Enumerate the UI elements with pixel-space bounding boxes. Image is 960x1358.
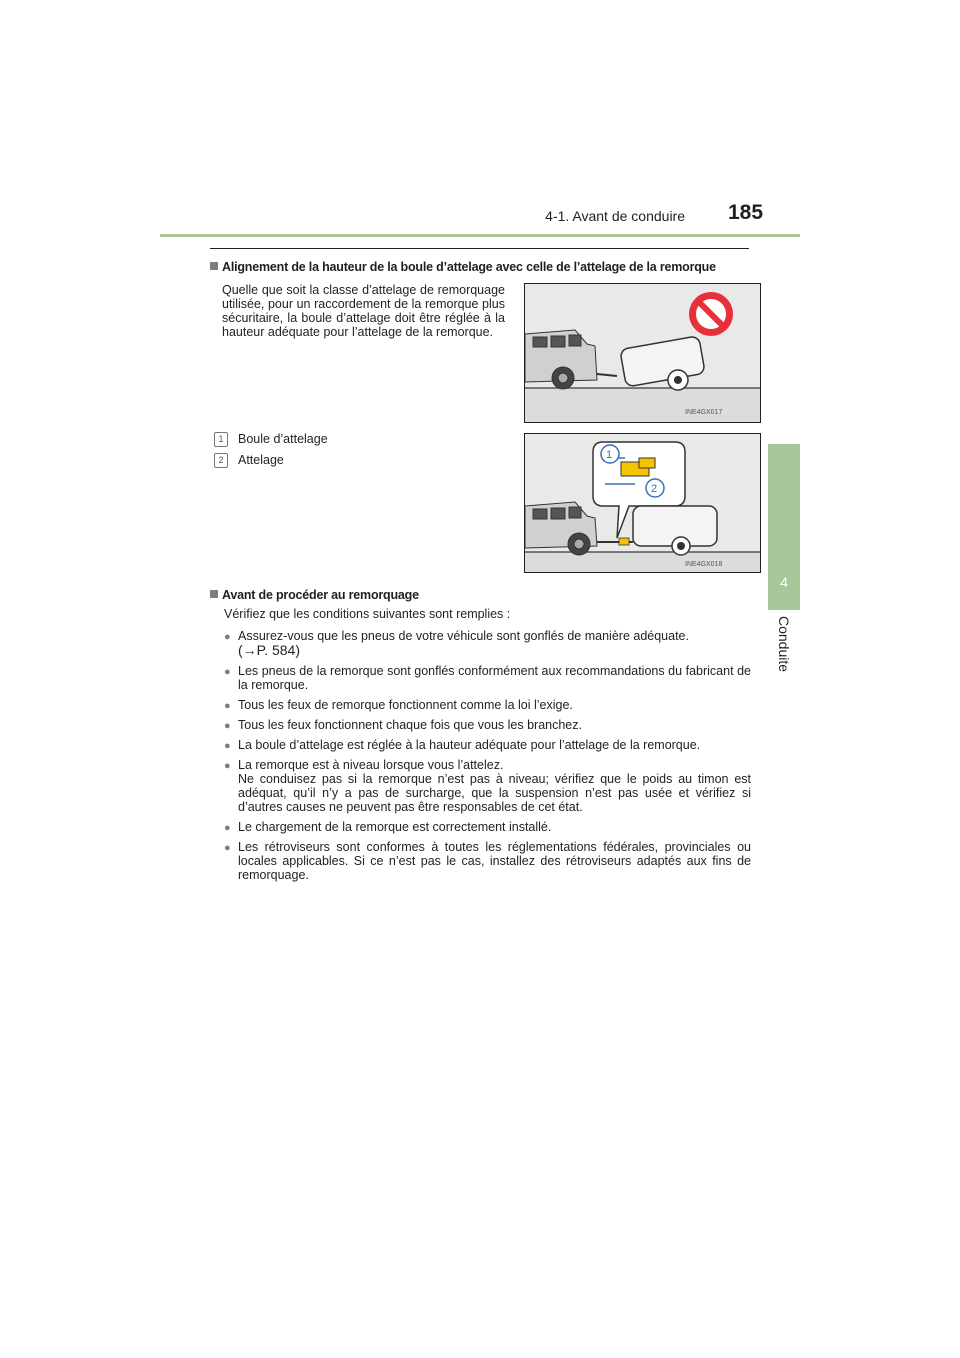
legend-label: Boule d’attelage [238, 432, 328, 446]
legend-item-coupler [214, 453, 284, 468]
list-item: ● La remorque est à niveau lorsque vous l’attelez. Ne conduisez pas si la remorque n’est pas à niveau; vérifiez que le poids au timon est adéquat, qu’il n’y a pas de surcharge, que la suspension n’est pas usée et vérifiez si d’autres causes ne peuvent pas être responsables de cet état. [224, 758, 751, 814]
callout-1-label: 1 [606, 449, 613, 461]
prohibition-icon [689, 292, 733, 336]
circle-bullet-icon: ● [224, 842, 231, 854]
hitch-alignment-paragraph: Quelle que soit la classe d’attelage de remorquage utilisée, pour un raccordement de la remorque plus sécuritaire, la boule d’attelage doit être réglée à la hauteur adéquate pour l’attelage de la remorque. [222, 283, 505, 339]
chapter-label: Conduite [776, 615, 792, 673]
list-item: ● Les pneus de la remorque sont gonflés conformément aux recommandations du fabricant de la remorque. [224, 664, 751, 692]
towing-checklist [224, 629, 751, 888]
chapter-number: 4 [780, 574, 788, 590]
circle-bullet-icon: ● [224, 700, 231, 712]
square-bullet-icon [210, 262, 218, 270]
circle-bullet-icon: ● [224, 760, 231, 772]
header-divider [160, 234, 800, 237]
section-heading-before-towing [210, 588, 610, 602]
before-towing-intro: Vérifiez que les conditions suivantes sont remplies : [224, 607, 511, 621]
list-item: ● Les rétroviseurs sont conformes à toutes les réglementations fédérales, provinciales ou locales applicables. Si ce n’est pas le cas, installez des rétroviseurs adaptés aux fins de remorquage. [224, 840, 751, 882]
circle-bullet-icon: ● [224, 822, 231, 834]
legend-number: 1 [214, 432, 228, 447]
section-rule [210, 248, 749, 249]
page-reference: (→P. 584) [238, 642, 300, 658]
list-item: ● Le chargement de la remorque est correctement installé. [224, 820, 552, 834]
section-heading-hitch-alignment [210, 260, 755, 274]
list-item: ● La boule d’attelage est réglée à la hauteur adéquate pour l’attelage de la remorque. [224, 738, 701, 752]
legend-label: Attelage [238, 453, 284, 467]
list-item: ● Assurez-vous que les pneus de votre véhicule sont gonflés de manière adéquate. (→P. 584) [224, 629, 689, 658]
figure1-code: INE4GX017 [685, 409, 723, 416]
square-bullet-icon [210, 590, 218, 598]
section-heading-text: Alignement de la hauteur de la boule d’attelage avec celle de l’attelage de la remorque [222, 260, 716, 274]
legend-item-hitch-ball [214, 432, 328, 447]
callout-2-label: 2 [651, 483, 658, 495]
circle-bullet-icon: ● [224, 631, 231, 643]
list-item: ● Tous les feux de remorque fonctionnent comme la loi l’exige. [224, 698, 573, 712]
circle-bullet-icon: ● [224, 720, 231, 732]
list-item: ● Tous les feux fonctionnent chaque fois que vous les branchez. [224, 718, 582, 732]
legend-number: 2 [214, 453, 228, 468]
circle-bullet-icon: ● [224, 740, 231, 752]
figure-correct-hitch [524, 433, 761, 573]
header-section-title: 4-1. Avant de conduire [545, 208, 685, 224]
page-number: 185 [728, 201, 764, 224]
figure-incorrect-hitch [524, 283, 761, 423]
circle-bullet-icon: ● [224, 666, 231, 678]
figure2-code: INE4GX018 [685, 561, 723, 568]
section-heading-text: Avant de procéder au remorquage [222, 588, 419, 602]
